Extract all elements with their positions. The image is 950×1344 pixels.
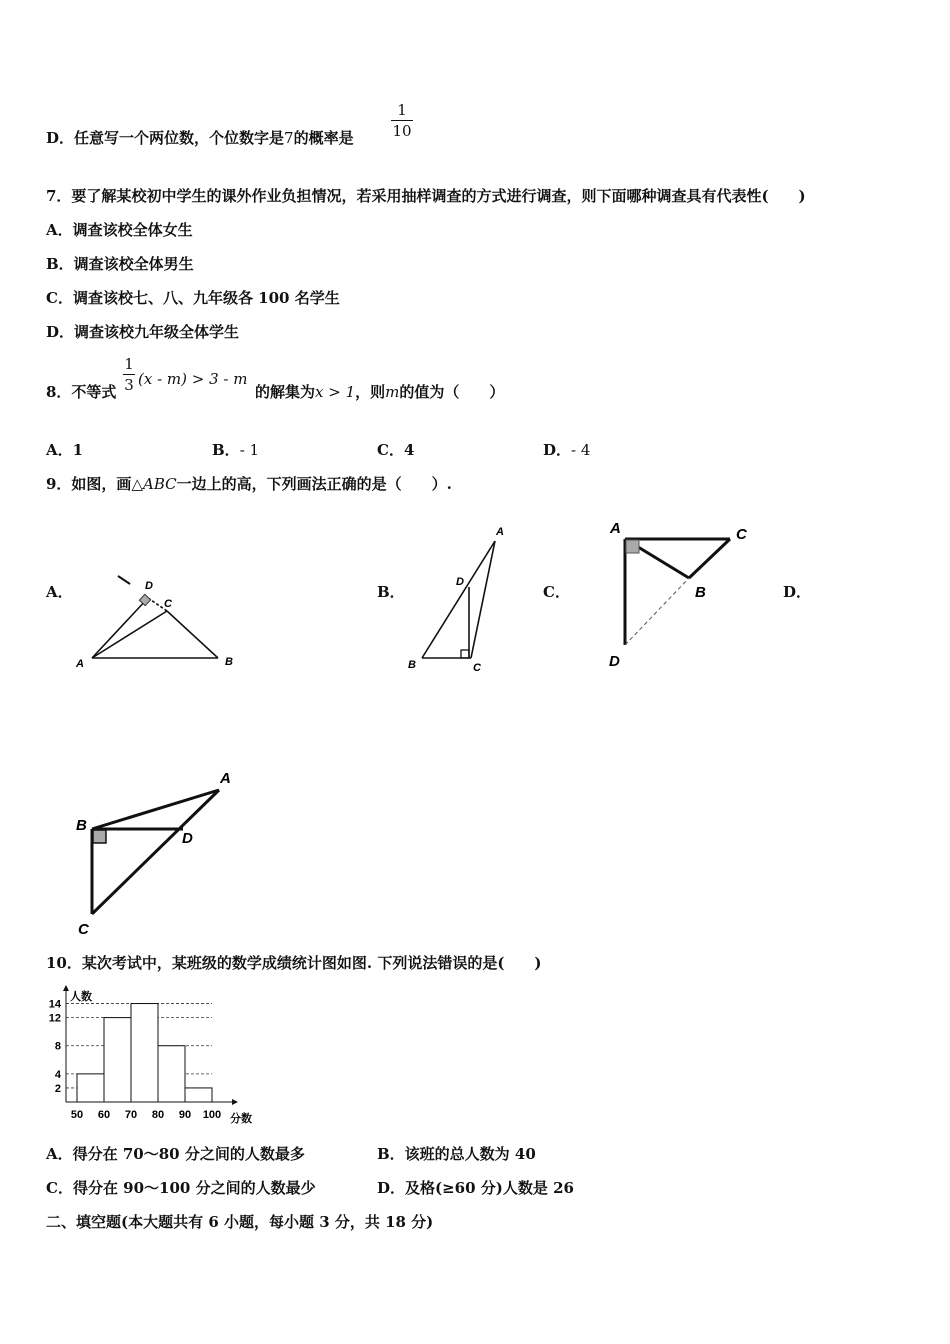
fig-a-label-d: D [145,580,153,592]
q8-option-a: A．1 [46,441,84,459]
q9-option-c-label: C． [543,583,570,601]
y-tick-label-12: 12 [48,1012,61,1025]
y-tick-label-4: 4 [54,1068,61,1081]
fig-a-label-c: C [164,598,172,610]
q7-option-a: A．调查该校全体女生 [46,221,193,239]
histogram-bar-60-70 [104,1018,131,1102]
q10-option-b: B．该班的总人数为 40 [377,1145,536,1163]
fig-d-label-c: C [78,921,89,938]
q9-suffix: 一边上的高，下列画法正确的是（ ）. [176,475,452,493]
q10-option-a: A．得分在 70～80 分之间的人数最多 [46,1145,305,1163]
q8-option-d: D．- 4 [543,441,591,459]
y-axis-arrow [63,985,69,991]
q7-option-d: D．调查该校九年级全体学生 [46,323,240,341]
q9-option-b-label: B． [377,583,405,601]
section-2-title: 二、填空题(本大题共有 6 小题，每小题 3 分，共 18 分) [46,1213,434,1231]
q9-option-d-label: D． [783,583,812,601]
histogram-bar-90-100 [185,1088,212,1102]
fig-d-label-d: D [182,830,193,847]
x-tick-label-50: 50 [70,1109,84,1121]
y-tick-label-8: 8 [54,1040,61,1053]
histogram-bar-80-90 [158,1046,185,1102]
x-tick-label-100: 100 [202,1109,222,1121]
fig-d-label-b: B [76,817,87,834]
q8-mid: 的解集为 [255,383,316,401]
x-axis-arrow [232,1099,238,1105]
histogram-bar-70-80 [131,1004,158,1102]
q6-suffix: 的概率是 [293,129,354,147]
q8-option-b: B．- 1 [212,441,260,459]
q9-option-a-label: A． [46,583,73,601]
x-tick-label-90: 90 [178,1109,192,1121]
histogram-bars [77,1004,212,1102]
fig-c-label-a: A [610,520,621,537]
fig-a-label-a: A [76,658,84,670]
q8-cond: x > 1 [315,383,356,401]
fig-d-label-a: A [220,770,231,787]
fig-c-label-d: D [609,653,620,670]
y-tick-label-2: 2 [54,1082,61,1095]
fig-c-label-b: B [695,584,706,601]
q8-suffix: 的值为（ ） [399,383,505,401]
x-tick-label-60: 60 [97,1109,111,1121]
histogram-bar-50-60 [77,1074,104,1102]
q7-option-b: B．调查该校全体男生 [46,255,194,273]
q8-frac-num: 1 [124,355,134,373]
q6-option-d-label: D． [46,129,75,147]
q6-frac-num: 1 [397,101,407,119]
q8-expression: (x - m) > 3 - m [138,370,248,388]
q10-option-c: C．得分在 90～100 分之间的人数最少 [46,1179,316,1197]
q7-stem: 7．要了解某校初中学生的课外作业负担情况，若采用抽样调查的方式进行调查，则下面哪种调查具有代表性( ) [46,187,806,205]
fig-b-label-b: B [408,659,416,671]
q6-option-d-text: 任意写一个两位数，个位数字是 [74,129,285,147]
q10-stem: 10．某次考试中，某班级的数学成绩统计图如图. 下列说法错误的是( ) [46,954,542,972]
q9-prefix: 9．如图，画 [46,475,132,493]
q8-var: m [385,383,400,401]
x-axis-label: 分数 [230,1113,252,1125]
q8-mid2: ，则 [355,383,386,401]
q8-option-c: C．4 [377,441,415,459]
y-tick-label-14: 14 [48,998,61,1011]
q10-option-d: D．及格(≥60 分)人数是 26 [377,1179,574,1197]
q7-option-c: C．调查该校七、八、九年级各 100 名学生 [46,289,340,307]
y-axis-label: 人数 [70,991,92,1003]
q8-prefix: 8．不等式 [46,383,117,401]
fig-a-label-b: B [225,656,233,668]
fig-c-label-c: C [736,526,747,543]
q6-frac-den: 10 [392,122,412,140]
q8-frac-den: 3 [124,376,134,394]
fig-b-label-d: D [456,576,464,588]
q6-digit: 7 [284,129,294,147]
x-tick-label-70: 70 [124,1109,138,1121]
q9-triangle: △ABC [131,475,177,493]
x-tick-label-80: 80 [151,1109,165,1121]
fig-b-label-a: A [496,526,504,538]
fig-b-label-c: C [473,662,481,674]
